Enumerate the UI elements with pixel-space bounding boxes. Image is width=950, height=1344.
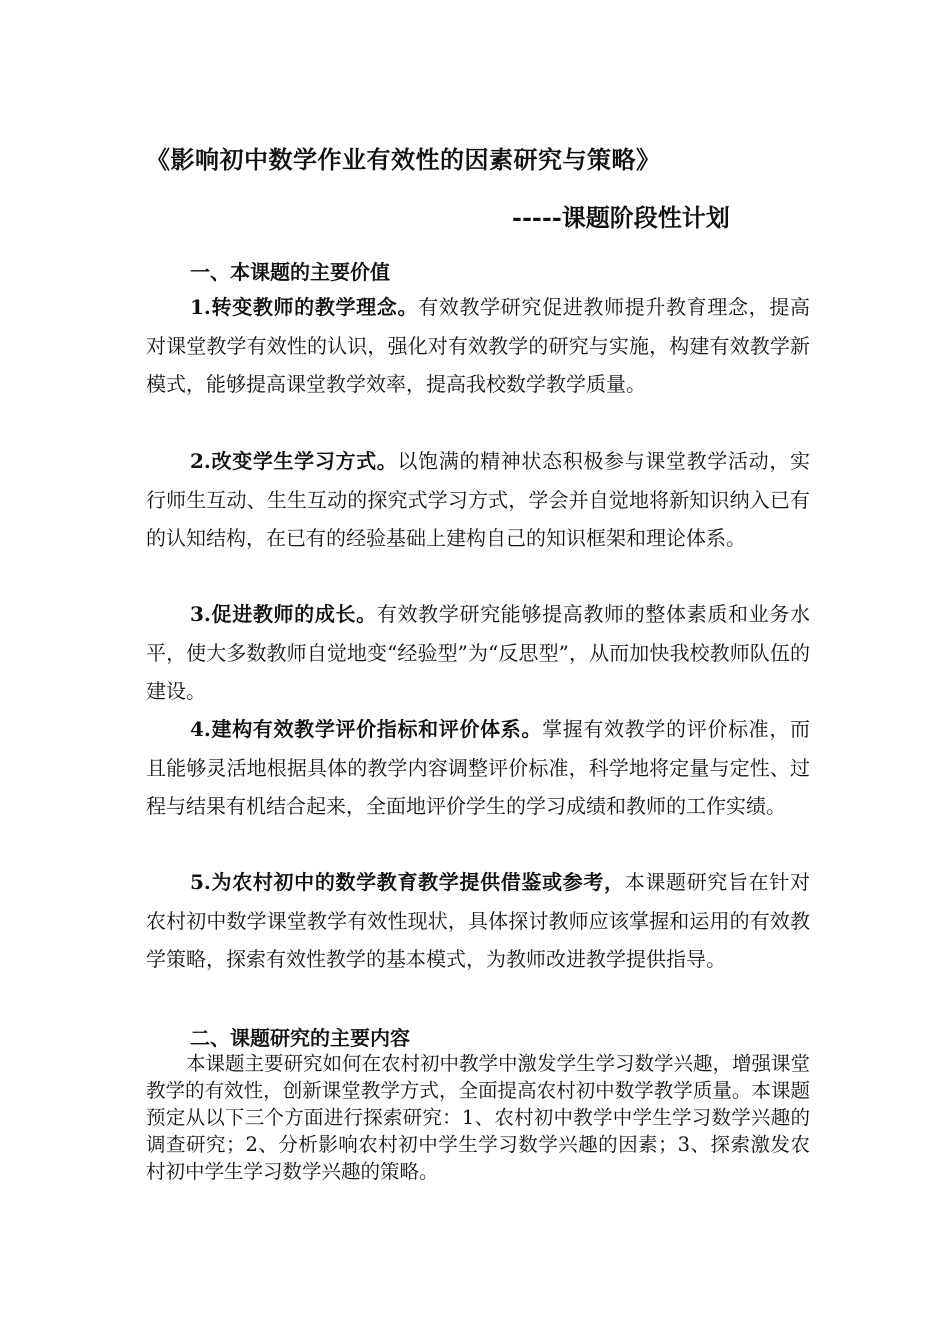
value-item-text: 掌握有效教学的评价标准，而且能够灵活地根据具体的教学内容调整评价标准，科学地将定量与定性、过程与结果有机结合起来，全面地评价学生的学习成绩和教师的工作实绩。 [146, 717, 811, 818]
value-item-text: 以饱满的精神状态积极参与课堂教学活动，实行师生互动、生生互动的探究式学习方式，学会并自觉地将新知识纳入已有的认知结构，在已有的经验基础上建构自己的知识框架和理论体系。 [146, 449, 810, 550]
value-item-4 [146, 710, 810, 826]
section-heading-value: 一、本课题的主要价值 [190, 260, 390, 284]
value-item-text: 有效教学研究能够提高教师的整体素质和业务水平，使大多数教师自觉地变“经验型”为“反思型”，从而加快我校教师队伍的建设。 [146, 602, 810, 703]
section-heading-content: 二、课题研究的主要内容 [190, 1026, 410, 1050]
value-item-text: 本课题研究旨在针对农村初中数学课堂教学有效性现状，具体探讨教师应该掌握和运用的有效教学策略，探索有效性教学的基本模式，为教师改进教学提供指导。 [146, 870, 810, 971]
value-item-text: 有效教学研究促进教师提升教育理念，提高对课堂教学有效性的认识，强化对有效教学的研究与实施，构建有效教学新模式，能够提高课堂教学效率，提高我校数学教学质量。 [146, 295, 811, 396]
value-item-1 [146, 288, 810, 404]
value-item-lead: 4.建构有效教学评价指标和评价体系。 [190, 717, 543, 741]
content-paragraph: 本课题主要研究如何在农村初中教学中激发学生学习数学兴趣，增强课堂教学的有效性，创新课堂教学方式，全面提高农村初中数学教学质量。本课题预定从以下三个方面进行探索研究：1、农村初中教学中学生学习数学兴趣的调查研究；2、分析影响农村初中学生学习数学兴趣的因素；3、探索激发农村初中学生学习数学兴趣的策略。 [146, 1052, 811, 1183]
value-item-2 [146, 442, 810, 558]
document-title: 《影响初中数学作业有效性的因素研究与策略》 [146, 145, 661, 174]
value-item-lead: 3.促进教师的成长。 [190, 602, 377, 626]
value-item-lead: 1.转变教师的教学理念。 [190, 295, 419, 319]
value-item-lead: 5.为农村初中的数学教育教学提供借鉴或参考， [190, 870, 625, 894]
value-item-lead: 2.改变学生学习方式。 [190, 449, 398, 473]
value-item-5 [146, 863, 810, 979]
document-subtitle: -----课题阶段性计划 [512, 203, 730, 232]
value-item-3 [146, 595, 810, 711]
